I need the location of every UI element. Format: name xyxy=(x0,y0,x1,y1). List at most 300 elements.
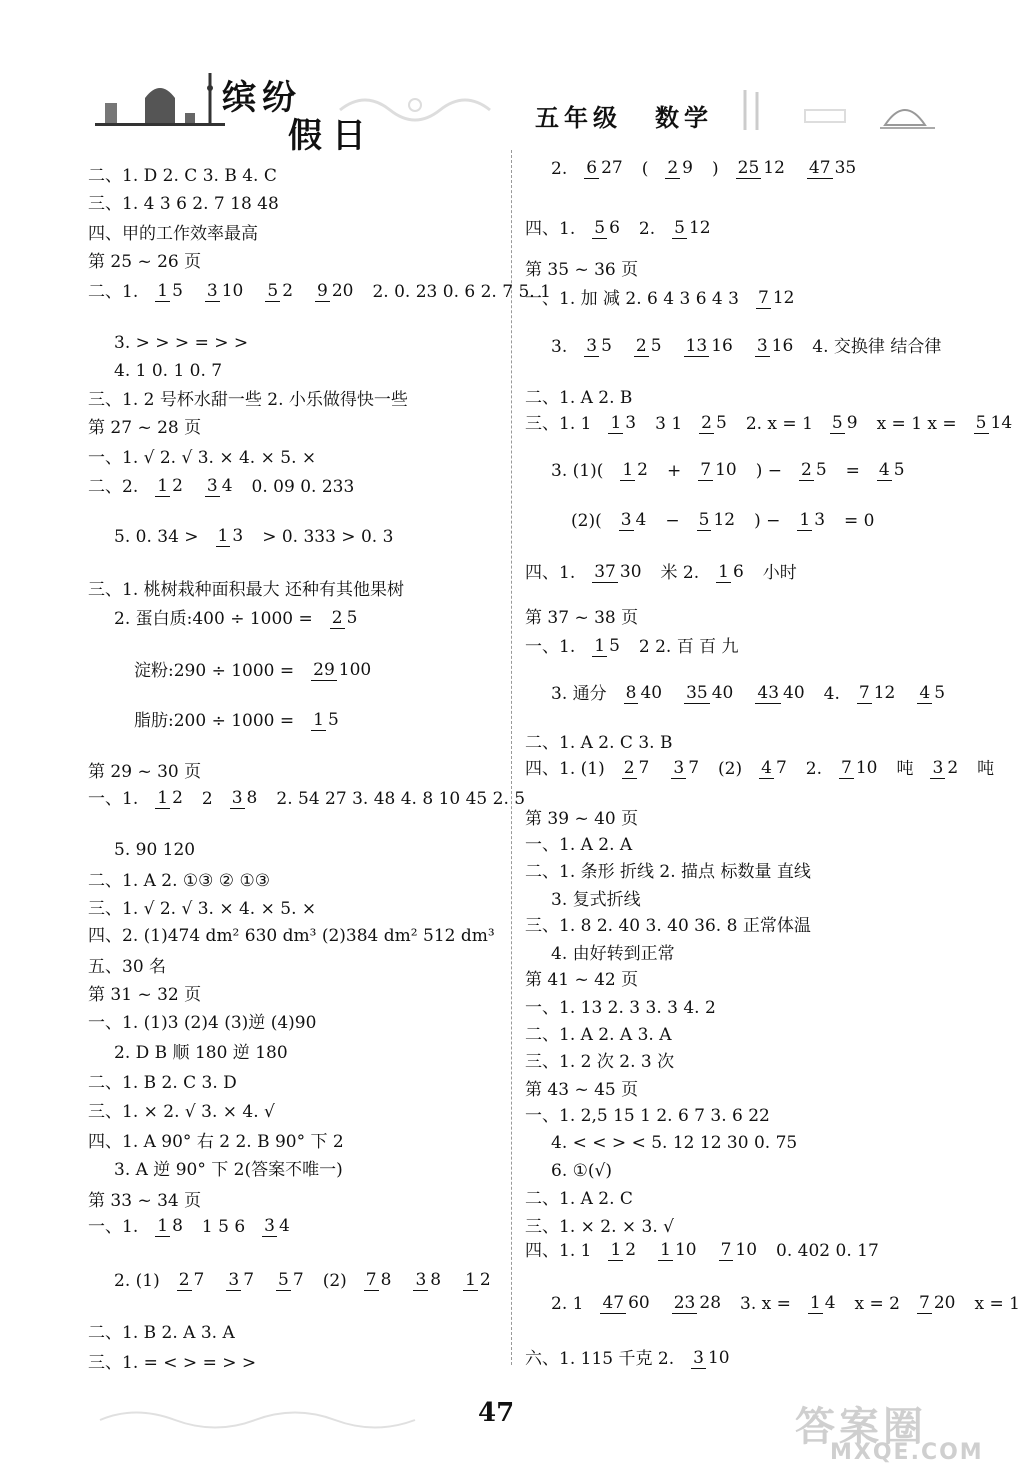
numerator: 1 xyxy=(660,1240,671,1260)
answer-text: 三、1. × 2. × 3. √ xyxy=(525,1217,674,1237)
answer-line xyxy=(88,987,201,1004)
answer-text: 四、2. (1)474 dm² 630 dm³ (2)384 dm² 512 dm³ xyxy=(88,926,495,946)
answer-line xyxy=(525,638,739,657)
fraction xyxy=(665,160,695,179)
fraction xyxy=(155,283,185,302)
numerator: 5 xyxy=(831,413,843,433)
answer-line xyxy=(525,1082,638,1099)
answer-text: 4. xyxy=(823,683,840,704)
fraction xyxy=(839,760,879,779)
numerator: 1 xyxy=(622,460,634,480)
fraction xyxy=(584,160,624,179)
answer-line xyxy=(88,1134,344,1151)
answer-line xyxy=(88,283,551,302)
numerator: 1 xyxy=(157,788,169,808)
denominator: 10 xyxy=(735,1240,758,1260)
answer-text: 一、1. 加 减 2. 6 4 3 6 4 3 xyxy=(525,288,739,309)
denominator: 7 xyxy=(243,1270,255,1290)
answer-text: − xyxy=(665,510,680,531)
numerator: 5 xyxy=(674,218,685,238)
answer-line xyxy=(88,450,316,467)
numerator: 3 xyxy=(415,1270,427,1290)
answer-text: 4. 交换律 结合律 xyxy=(812,336,942,357)
denominator: 4 xyxy=(221,476,233,496)
fraction xyxy=(830,415,860,434)
answer-text: 2. xyxy=(551,158,568,179)
answer-line xyxy=(114,528,393,547)
answer-line xyxy=(88,790,525,809)
answer-text: 6. ①(√) xyxy=(551,1161,612,1181)
numerator: 5 xyxy=(698,510,710,530)
numerator: 7 xyxy=(757,288,769,308)
fraction xyxy=(619,512,649,531)
answer-line xyxy=(525,1108,770,1125)
answer-line xyxy=(88,1355,256,1372)
answer-line xyxy=(551,160,861,179)
denominator: 27 xyxy=(601,158,623,178)
numerator: 1 xyxy=(718,562,729,582)
denominator: 6 xyxy=(609,218,620,238)
fraction xyxy=(177,1272,207,1291)
answer-text: 小时 xyxy=(762,562,797,583)
fraction xyxy=(877,462,907,481)
answer-line xyxy=(525,1242,879,1261)
answer-line xyxy=(525,262,638,279)
answer-text: 第 25 ~ 26 页 xyxy=(88,252,202,272)
denominator: 2 xyxy=(947,758,959,778)
answer-text: = xyxy=(845,460,860,481)
answer-text: > 0. 333 > 0. 3 xyxy=(262,526,394,547)
answer-text: 4. 1 0. 1 0. 7 xyxy=(114,361,223,381)
subject-label: 数学 xyxy=(655,103,713,132)
answer-text: 2. D B 顺 180 逆 180 xyxy=(114,1043,288,1063)
denominator: 10 xyxy=(674,1240,697,1260)
fraction xyxy=(620,462,650,481)
answer-text: 第 31 ~ 32 页 xyxy=(88,985,202,1005)
answer-line xyxy=(525,290,799,309)
answer-text: 3. 复式折线 xyxy=(551,890,641,910)
answer-line xyxy=(551,946,675,963)
numerator: 3 xyxy=(693,1348,704,1368)
answer-line xyxy=(525,220,716,239)
fraction xyxy=(719,1242,759,1261)
answer-text: 第 43 ~ 45 页 xyxy=(525,1080,639,1100)
denominator: 30 xyxy=(619,562,642,582)
answer-line xyxy=(551,1135,797,1152)
answer-line xyxy=(551,892,641,909)
fraction xyxy=(684,685,735,704)
answer-text: 3. A 逆 90° 下 2(答案不唯一) xyxy=(114,1160,343,1180)
answer-text: 二、1. B 2. A 3. A xyxy=(88,1323,235,1343)
denominator: 6 xyxy=(732,562,744,582)
answer-text: 米 2. xyxy=(660,562,700,583)
swirl-decoration xyxy=(335,85,515,125)
answer-line xyxy=(525,864,811,881)
denominator: 2 xyxy=(172,788,183,808)
answer-line xyxy=(88,582,404,599)
fraction xyxy=(799,462,829,481)
answer-text: 第 39 ~ 40 页 xyxy=(525,809,639,829)
answer-text: 一、1. xyxy=(88,1216,139,1237)
answer-text: 淀粉:290 ÷ 1000 = xyxy=(134,660,295,681)
denominator: 3 xyxy=(232,526,244,546)
numerator: 2 xyxy=(178,1270,190,1290)
answer-text: 四、1. (1) xyxy=(525,758,605,779)
answer-text: 一、1. 2,5 15 1 2. 6 7 3. 6 22 xyxy=(525,1106,770,1126)
denominator: 12 xyxy=(713,510,736,530)
denominator: 14 xyxy=(990,413,1013,433)
fraction xyxy=(205,283,245,302)
fraction xyxy=(658,1242,698,1261)
answer-line xyxy=(525,1219,674,1236)
denominator: 3 xyxy=(814,510,826,530)
fraction xyxy=(155,1218,185,1237)
numerator: 5 xyxy=(594,218,606,238)
answer-text: 一、1. (1)3 (2)4 (3)逆 (4)90 xyxy=(88,1013,317,1033)
answer-text: 二、1. B 2. C 3. D xyxy=(88,1073,237,1093)
page-number: 47 xyxy=(478,1398,515,1428)
answer-text: x = 1 x = xyxy=(876,413,957,434)
denominator: 2 xyxy=(637,460,648,480)
fraction xyxy=(930,760,960,779)
answer-line xyxy=(114,1272,496,1291)
numerator: 2 xyxy=(635,336,647,356)
answer-text: 三、1. 1 xyxy=(525,413,592,434)
fraction xyxy=(917,1295,957,1314)
fraction xyxy=(736,160,787,179)
numerator: 2 xyxy=(701,413,712,433)
answer-line xyxy=(525,972,638,989)
denominator: 2 xyxy=(479,1270,491,1290)
numerator: 3 xyxy=(264,1216,275,1236)
denominator: 8 xyxy=(380,1270,392,1290)
answer-text: 三、1. 2 次 2. 3 次 xyxy=(525,1052,675,1072)
fraction xyxy=(265,283,295,302)
answer-text: 3. (1)( xyxy=(551,460,604,481)
watermark-logo: 答案圈 xyxy=(795,1404,927,1450)
fraction xyxy=(755,338,795,357)
denominator: 12 xyxy=(688,218,711,238)
denominator: 10 xyxy=(715,460,737,480)
numerator: 1 xyxy=(157,476,169,496)
numerator: 25 xyxy=(737,158,760,178)
answer-line xyxy=(88,1075,237,1092)
city-skyline-decoration xyxy=(85,68,235,148)
numerator: 2 xyxy=(331,608,343,628)
denominator: 40 xyxy=(640,683,663,703)
denominator: 8 xyxy=(246,788,258,808)
answer-line xyxy=(88,478,354,497)
fraction xyxy=(226,1272,256,1291)
answer-text: 0. 09 0. 233 xyxy=(251,476,355,497)
answer-text: ) − xyxy=(754,510,781,531)
answer-text: 三、1. × 2. √ 3. × 4. √ xyxy=(88,1102,275,1122)
denominator: 5 xyxy=(815,460,827,480)
answer-line xyxy=(88,873,270,890)
bracket: ) xyxy=(712,158,719,179)
answer-text: 2. (1) xyxy=(114,1270,160,1291)
answer-line xyxy=(88,168,277,185)
footer-decoration xyxy=(95,1400,475,1430)
denominator: 5 xyxy=(934,683,946,703)
answer-text: 一、1. xyxy=(88,788,139,809)
denominator: 3 xyxy=(625,413,637,433)
answer-line xyxy=(114,1162,343,1179)
fraction xyxy=(463,1272,493,1291)
fraction xyxy=(755,685,806,704)
answer-text: 二、1. A 2. ①③ ② ①③ xyxy=(88,871,270,891)
answer-text: 2. 54 27 3. 48 4. 8 10 45 2. 5 xyxy=(276,788,526,809)
answer-line xyxy=(88,764,201,781)
denominator: 16 xyxy=(771,336,794,356)
denominator: 10 xyxy=(707,1348,730,1368)
fraction xyxy=(315,283,355,302)
answer-line xyxy=(88,1193,201,1210)
denominator: 100 xyxy=(338,660,372,680)
numerator: 1 xyxy=(157,281,169,301)
numerator: 7 xyxy=(720,1240,732,1260)
answer-text: ) − xyxy=(755,460,782,481)
answer-line xyxy=(525,918,811,935)
answer-text: 5. 0. 34 > xyxy=(114,526,199,547)
numerator: 5 xyxy=(278,1270,289,1290)
answer-line xyxy=(134,662,376,681)
denominator: 9 xyxy=(846,413,858,433)
fraction xyxy=(311,712,341,731)
numerator: 3 xyxy=(620,510,632,530)
brand-subtitle: 假日 xyxy=(288,116,376,156)
answer-text: 2. 蛋白质:400 ÷ 1000 = xyxy=(114,608,313,629)
answer-line xyxy=(525,1027,672,1044)
page-header xyxy=(0,0,1000,156)
fraction xyxy=(698,462,738,481)
fraction xyxy=(857,685,897,704)
numerator: 1 xyxy=(217,526,229,546)
denominator: 5 xyxy=(327,710,339,730)
fraction xyxy=(756,290,796,309)
numerator: 8 xyxy=(625,683,637,703)
answer-line xyxy=(525,610,638,627)
denominator: 5 xyxy=(346,608,358,628)
fraction xyxy=(672,220,712,239)
denominator: 12 xyxy=(763,158,785,178)
answer-line xyxy=(525,735,672,752)
fraction xyxy=(624,685,664,704)
answer-text: 3. xyxy=(551,336,568,357)
answer-line xyxy=(551,1295,1020,1314)
answer-text: 一、1. 13 2. 3 3. 3 4. 2 xyxy=(525,998,716,1018)
answer-line xyxy=(525,564,797,583)
denominator: 28 xyxy=(699,1293,722,1313)
fraction xyxy=(230,790,260,809)
answer-text: 二、1. 条形 折线 2. 描点 标数量 直线 xyxy=(525,862,811,882)
numerator: 47 xyxy=(602,1293,625,1313)
fraction xyxy=(672,1295,723,1314)
numerator: 2 xyxy=(801,460,812,480)
answer-text: 三、1. = < > = > > xyxy=(88,1353,257,1373)
denominator: 4 xyxy=(278,1216,290,1236)
answer-text: 一、1. √ 2. √ 3. × 4. × 5. × xyxy=(88,448,317,468)
watermark-url: MXQE.COM xyxy=(830,1440,984,1465)
numerator: 47 xyxy=(808,158,831,178)
answer-text: 0. 402 0. 17 xyxy=(776,1240,879,1261)
denominator: 4 xyxy=(824,1293,836,1313)
answer-text: x = 2 xyxy=(854,1293,900,1314)
denominator: 12 xyxy=(873,683,896,703)
answer-line xyxy=(525,1191,633,1208)
fraction xyxy=(759,760,789,779)
fraction xyxy=(592,564,643,583)
fraction xyxy=(622,760,652,779)
answer-text: 四、甲的工作效率最高 xyxy=(88,224,258,244)
answer-text: (2) xyxy=(322,1270,347,1291)
numerator: 2 xyxy=(667,158,679,178)
answer-text: 3. 通分 xyxy=(551,683,607,704)
answer-line xyxy=(551,462,910,481)
answer-text: 二、1. A 2. B xyxy=(525,388,633,408)
numerator: 7 xyxy=(858,683,870,703)
fraction xyxy=(155,790,185,809)
fraction xyxy=(634,338,664,357)
answer-text: 三、1. 8 2. 40 3. 40 36. 8 正常体温 xyxy=(525,916,811,936)
answer-text: 二、1. D 2. C 3. B 4. C xyxy=(88,166,277,186)
fraction xyxy=(608,1242,638,1261)
numerator: 4 xyxy=(878,460,890,480)
answer-line xyxy=(114,842,195,859)
answer-text: 四、1. xyxy=(525,562,576,583)
answer-text: 1 5 6 xyxy=(201,1216,246,1237)
answer-line xyxy=(88,901,316,918)
denominator: 2 xyxy=(625,1240,637,1260)
numerator: 23 xyxy=(673,1293,696,1313)
answer-line xyxy=(551,338,941,357)
answer-line xyxy=(88,959,166,976)
answer-line xyxy=(525,811,638,828)
answer-line xyxy=(88,928,495,945)
answer-text: 二、1. xyxy=(88,281,139,302)
denominator: 5 xyxy=(715,413,727,433)
denominator: 10 xyxy=(221,281,244,301)
answer-text: 3 1 xyxy=(655,413,683,434)
answer-text: 二、1. A 2. C 3. B xyxy=(525,733,673,753)
answer-text: 三、1. 桃树栽种面积最大 还种有其他果树 xyxy=(88,580,405,600)
answer-line xyxy=(525,390,632,407)
answer-text: 四、1. xyxy=(525,218,576,239)
numerator: 1 xyxy=(594,636,606,656)
numerator: 3 xyxy=(231,788,243,808)
brand-title: 缤纷 xyxy=(222,78,302,118)
denominator: 7 xyxy=(638,758,650,778)
denominator: 4 xyxy=(635,510,647,530)
answer-line xyxy=(114,1045,288,1062)
answer-line xyxy=(88,226,258,243)
answer-text: 第 37 ~ 38 页 xyxy=(525,608,639,628)
answer-text: 第 29 ~ 30 页 xyxy=(88,762,202,782)
answer-line xyxy=(525,837,632,854)
right-skyline-decoration xyxy=(735,80,945,140)
answer-text: 三、1. 2 号杯水甜一些 2. 小乐做得快一些 xyxy=(88,390,408,410)
denominator: 5 xyxy=(893,460,905,480)
answer-text: 一、1. xyxy=(525,636,576,657)
answer-line xyxy=(88,1325,235,1342)
answer-text: 3. x = xyxy=(740,1293,791,1314)
answer-line xyxy=(525,1350,735,1369)
answer-text: (2)( xyxy=(571,510,602,531)
denominator: 40 xyxy=(711,683,734,703)
denominator: 20 xyxy=(933,1293,956,1313)
numerator: 3 xyxy=(228,1270,240,1290)
answer-text: 2. xyxy=(805,758,823,779)
numerator: 35 xyxy=(686,683,708,703)
numerator: 9 xyxy=(317,281,328,301)
denominator: 20 xyxy=(331,281,354,301)
denominator: 8 xyxy=(172,1216,183,1236)
numerator: 1 xyxy=(809,1293,821,1313)
numerator: 5 xyxy=(975,413,987,433)
fraction xyxy=(974,415,1014,434)
fraction xyxy=(716,564,746,583)
answer-text: + xyxy=(667,460,682,481)
answer-line xyxy=(88,1015,316,1032)
numerator: 7 xyxy=(841,758,852,778)
numerator: 43 xyxy=(757,683,780,703)
numerator: 1 xyxy=(313,710,324,730)
answer-line xyxy=(134,712,344,731)
answer-text: = 0 xyxy=(844,510,875,531)
bracket: ( xyxy=(641,158,649,179)
numerator: 1 xyxy=(610,1240,622,1260)
answer-text: 2 xyxy=(201,788,213,809)
fraction xyxy=(592,638,622,657)
numerator: 2 xyxy=(623,758,635,778)
denominator: 5 xyxy=(609,636,620,656)
fraction xyxy=(216,528,246,547)
answer-line xyxy=(88,254,201,271)
answer-text: 吨 xyxy=(977,758,995,779)
answer-text: 2. xyxy=(638,218,656,239)
fraction xyxy=(584,338,614,357)
answer-text: 二、1. A 2. C xyxy=(525,1189,633,1209)
fraction xyxy=(262,1218,292,1237)
denominator: 2 xyxy=(282,281,294,301)
numerator: 1 xyxy=(465,1270,476,1290)
denominator: 7 xyxy=(775,758,787,778)
fraction xyxy=(797,512,827,531)
answer-text: 第 41 ~ 42 页 xyxy=(525,970,639,990)
fraction xyxy=(205,478,235,497)
answer-text: 四、1. A 90° 右 2 2. B 90° 下 2 xyxy=(88,1132,344,1152)
fraction xyxy=(671,760,701,779)
numerator: 37 xyxy=(594,562,616,582)
numerator: 3 xyxy=(206,281,218,301)
answer-text: 5. 90 120 xyxy=(114,840,196,860)
denominator: 10 xyxy=(855,758,878,778)
numerator: 4 xyxy=(761,758,772,778)
answer-text: 2. 0. 23 0. 6 2. 7 5. 1 xyxy=(372,281,551,302)
numerator: 7 xyxy=(919,1293,930,1313)
fraction xyxy=(155,478,185,497)
answer-text: 第 35 ~ 36 页 xyxy=(525,260,639,280)
answer-text: 三、1. √ 2. √ 3. × 4. × 5. × xyxy=(88,899,317,919)
denominator: 60 xyxy=(628,1293,650,1313)
answer-text: 第 33 ~ 34 页 xyxy=(88,1191,202,1211)
answer-text: 第 27 ~ 28 页 xyxy=(88,418,202,438)
fraction xyxy=(917,685,947,704)
column-divider xyxy=(511,150,513,1365)
numerator: 3 xyxy=(673,758,685,778)
answer-text: 吨 xyxy=(896,758,914,779)
answer-line xyxy=(551,1163,612,1180)
